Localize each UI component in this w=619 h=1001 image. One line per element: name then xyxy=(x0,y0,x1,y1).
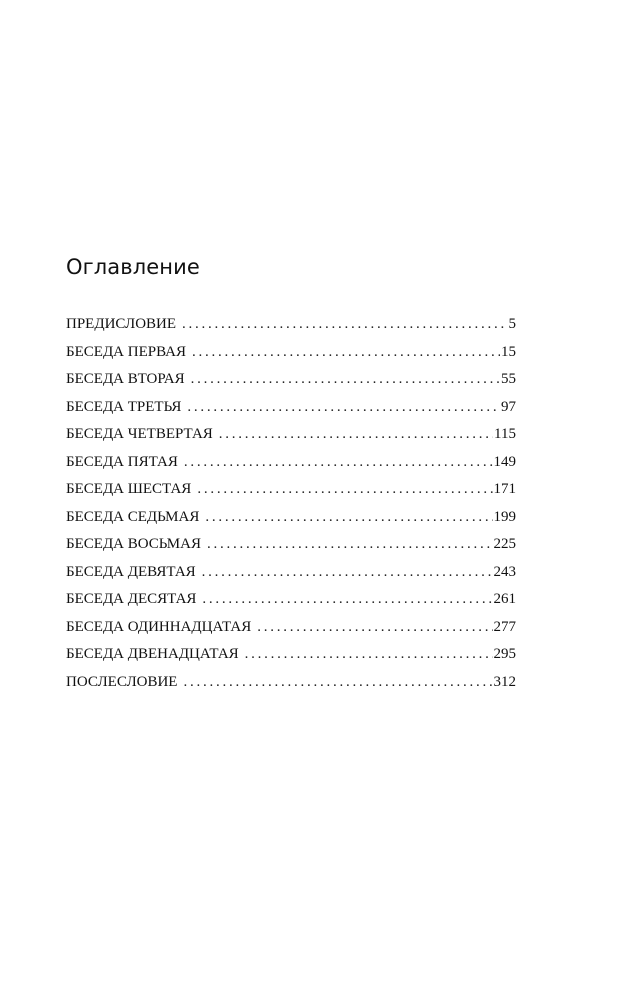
toc-entry-label: БЕСЕДА ВОСЬМАЯ xyxy=(66,536,201,552)
toc-entry-label: БЕСЕДА ОДИННАДЦАТАЯ xyxy=(66,618,252,635)
toc-entry-page: 55 xyxy=(501,371,516,387)
dot-leader xyxy=(205,509,492,526)
toc-entry[interactable] xyxy=(66,619,516,647)
dot-leader xyxy=(202,591,492,608)
toc-entry-page: 199 xyxy=(493,508,516,525)
toc-entry[interactable] xyxy=(66,399,516,427)
dot-leader xyxy=(197,481,492,498)
toc-entry[interactable] xyxy=(66,426,516,454)
toc-entry-page: 115 xyxy=(494,426,516,442)
toc-entry-page: 225 xyxy=(493,536,516,552)
toc-entry-page: 171 xyxy=(493,481,516,497)
dot-leader xyxy=(257,619,492,636)
toc-entry-label: БЕСЕДА ЧЕТВЕРТАЯ xyxy=(66,426,213,442)
toc-entry-page: 312 xyxy=(493,673,516,690)
toc-entry-page: 295 xyxy=(493,646,516,662)
toc-entry-page: 243 xyxy=(493,563,516,580)
toc-entry[interactable] xyxy=(66,564,516,592)
toc-entry-page: 5 xyxy=(508,316,516,332)
toc-entry-label: БЕСЕДА СЕДЬМАЯ xyxy=(66,508,200,525)
toc-entry[interactable] xyxy=(66,509,516,537)
toc-list xyxy=(66,316,516,701)
toc-entry-page: 277 xyxy=(493,618,516,635)
toc-entry[interactable] xyxy=(66,454,516,482)
toc-entry-page: 149 xyxy=(493,453,516,470)
toc-entry[interactable] xyxy=(66,646,516,674)
toc-entry-page: 261 xyxy=(493,591,516,607)
dot-leader xyxy=(183,674,492,691)
dot-leader xyxy=(192,344,500,361)
dot-leader xyxy=(219,426,493,443)
toc-entry-label: БЕСЕДА ВТОРАЯ xyxy=(66,371,185,387)
dot-leader xyxy=(202,564,493,581)
toc-entry[interactable] xyxy=(66,371,516,399)
toc-entry[interactable] xyxy=(66,344,516,372)
dot-leader xyxy=(182,316,507,333)
dot-leader xyxy=(184,454,493,471)
toc-entry[interactable] xyxy=(66,536,516,564)
toc-entry-label: БЕСЕДА ДВЕНАДЦАТАЯ xyxy=(66,646,239,662)
toc-entry-page: 97 xyxy=(501,398,516,415)
toc-entry-label: БЕСЕДА ПЯТАЯ xyxy=(66,453,178,470)
toc-entry-label: БЕСЕДА ШЕСТАЯ xyxy=(66,481,192,497)
dot-leader xyxy=(191,371,500,388)
dot-leader xyxy=(245,646,493,663)
toc-entry[interactable] xyxy=(66,674,516,702)
toc-entry-label: БЕСЕДА ПЕРВАЯ xyxy=(66,343,186,360)
toc-entry-label: ПОСЛЕСЛОВИЕ xyxy=(66,673,178,690)
toc-entry[interactable] xyxy=(66,481,516,509)
toc-entry-label: БЕСЕДА ДЕСЯТАЯ xyxy=(66,591,197,607)
toc-entry-label: БЕСЕДА ДЕВЯТАЯ xyxy=(66,563,196,580)
dot-leader xyxy=(207,536,493,553)
toc-title: Оглавление xyxy=(66,255,200,279)
dot-leader xyxy=(187,399,500,416)
toc-entry-page: 15 xyxy=(501,343,516,360)
toc-entry-label: ПРЕДИСЛОВИЕ xyxy=(66,316,177,332)
toc-entry-label: БЕСЕДА ТРЕТЬЯ xyxy=(66,398,182,415)
toc-entry[interactable] xyxy=(66,316,516,344)
toc-entry[interactable] xyxy=(66,591,516,619)
